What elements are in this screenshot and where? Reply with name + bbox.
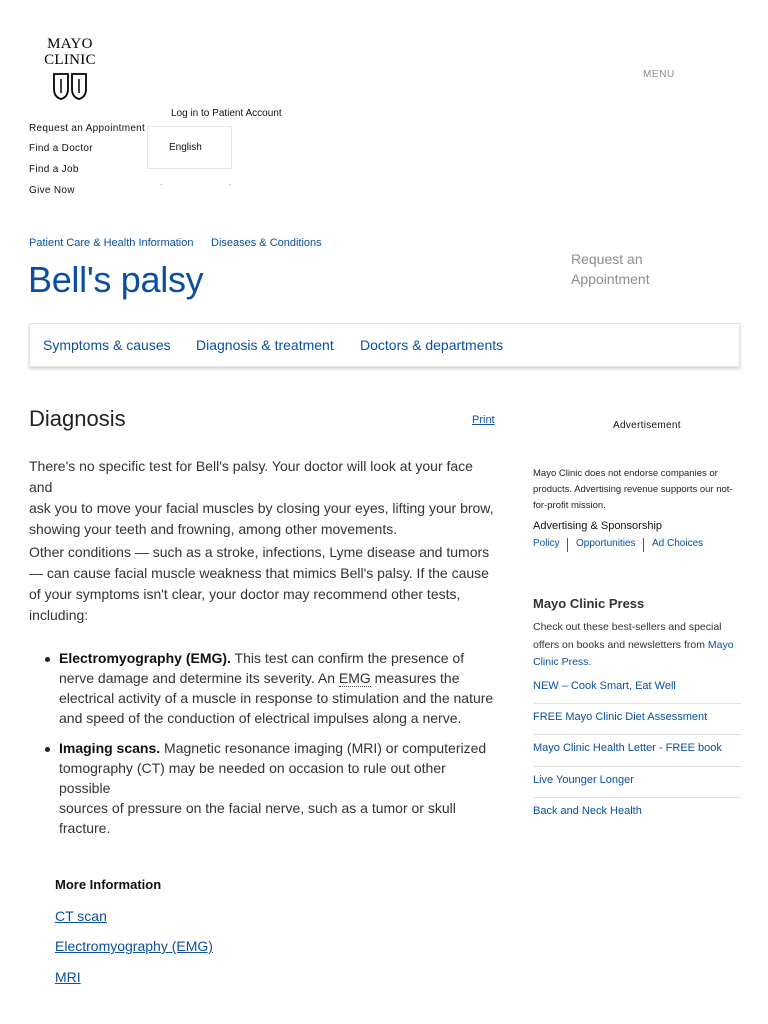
text-line: products. Advertising revenue supports our not- xyxy=(533,484,733,495)
paragraph-intro xyxy=(29,456,497,540)
text-line: Check out these best-sellers and special xyxy=(533,621,722,633)
advertisement-label: Advertisement xyxy=(613,420,681,431)
request-appointment-link[interactable]: Request an Appointment xyxy=(29,123,146,134)
give-now-link[interactable]: Give Now xyxy=(29,185,75,196)
ad-sponsorship-label: Advertising & Sponsorship xyxy=(533,520,663,532)
press-link-cook-smart[interactable]: NEW – Cook Smart, Eat Well xyxy=(533,680,676,692)
page-title: Bell's palsy xyxy=(28,259,204,300)
divider xyxy=(533,797,741,798)
print-link[interactable]: Print xyxy=(472,414,495,426)
term-emg: Electromyography (EMG). xyxy=(59,650,231,666)
menu-button[interactable]: MENU xyxy=(643,69,675,80)
more-information-heading: More Information xyxy=(55,877,162,892)
divider xyxy=(160,184,162,185)
ad-opportunities-link[interactable]: Opportunities xyxy=(576,538,636,549)
tab-symptoms-causes[interactable]: Symptoms & causes xyxy=(43,337,171,353)
divider xyxy=(229,184,231,185)
abbr-emg[interactable]: EMG xyxy=(338,670,371,686)
request-appointment-line2: Appointment xyxy=(571,271,650,287)
divider xyxy=(643,538,644,552)
text-line: fracture. xyxy=(59,820,111,836)
text-line: sources of pressure on the facial nerve, such as a tumor or skull xyxy=(59,800,456,816)
mayo-clinic-press-heading: Mayo Clinic Press xyxy=(533,596,645,611)
text-segment: This test can confirm the presence of xyxy=(230,650,465,666)
text-line: ask you to move your facial muscles by closing your eyes, lifting your brow, xyxy=(29,500,494,516)
text-line: of your symptoms isn't clear, your doctor may recommend other tests, xyxy=(29,586,461,602)
shield-logo-icon xyxy=(50,71,90,101)
text-line: Other conditions — such as a stroke, infections, Lyme disease and tumors xyxy=(29,544,490,560)
content-tabs xyxy=(29,323,740,367)
text-line: Mayo Clinic does not endorse companies or xyxy=(533,468,718,479)
language-label: English xyxy=(169,142,202,153)
link-mri[interactable]: MRI xyxy=(55,969,81,985)
mayo-clinic-press-link-cont[interactable]: Clinic Press. xyxy=(533,656,592,668)
find-job-link[interactable]: Find a Job xyxy=(29,164,79,175)
divider xyxy=(533,703,741,704)
press-link-live-younger[interactable]: Live Younger Longer xyxy=(533,774,634,786)
list-item-emg xyxy=(59,648,499,728)
text-line: for-profit mission. xyxy=(533,500,606,511)
logo-word-mayo: MAYO xyxy=(47,36,93,52)
term-imaging: Imaging scans. xyxy=(59,740,161,756)
text-line: and speed of the conduction of electrical impulses along a nerve. xyxy=(59,710,462,726)
text-segment: measures the xyxy=(370,670,460,686)
find-doctor-link[interactable]: Find a Doctor xyxy=(29,143,93,154)
text-line: — can cause facial muscle weakness that mimics Bell's palsy. If the cause xyxy=(29,565,489,581)
press-description xyxy=(533,619,768,672)
mayo-clinic-press-link[interactable]: Mayo xyxy=(707,638,734,651)
paragraph-other-conditions xyxy=(29,542,497,626)
text-line: showing your teeth and frowning, among other movements. xyxy=(29,521,398,537)
mayo-clinic-logo[interactable] xyxy=(38,36,102,101)
divider xyxy=(533,766,741,767)
text-segment: offers on books and newsletters from xyxy=(533,638,708,651)
text-segment: Magnetic resonance imaging (MRI) or computerized xyxy=(160,740,487,756)
link-electromyography[interactable]: Electromyography (EMG) xyxy=(55,938,213,954)
press-link-back-neck[interactable]: Back and Neck Health xyxy=(533,805,642,817)
breadcrumb-diseases-conditions[interactable]: Diseases & Conditions xyxy=(211,237,322,249)
link-ct-scan[interactable]: CT scan xyxy=(55,908,107,924)
text-line: including: xyxy=(29,607,89,623)
request-appointment-button[interactable] xyxy=(571,249,691,289)
section-heading: Diagnosis xyxy=(29,406,126,431)
bullet-icon xyxy=(45,747,50,752)
ad-policy-link[interactable]: Policy xyxy=(533,538,560,549)
ad-disclaimer xyxy=(533,466,768,514)
ad-choices-link[interactable]: Ad Choices xyxy=(652,538,704,549)
press-link-diet-assessment[interactable]: FREE Mayo Clinic Diet Assessment xyxy=(533,711,708,723)
text-line: tomography (CT) may be needed on occasion to rule out other possible xyxy=(59,760,446,796)
breadcrumb-patient-care[interactable]: Patient Care & Health Information xyxy=(29,237,194,249)
tab-diagnosis-treatment[interactable]: Diagnosis & treatment xyxy=(196,337,334,353)
request-appointment-line1: Request an xyxy=(571,251,643,267)
bullet-icon xyxy=(45,657,50,662)
list-item-imaging xyxy=(59,738,499,838)
text-line: electrical activity of a muscle in response to stimulation and the nature xyxy=(59,690,494,706)
logo-word-clinic: CLINIC xyxy=(44,52,96,68)
text-line: There's no specific test for Bell's palsy. Your doctor will look at your face and xyxy=(29,458,473,495)
divider xyxy=(567,538,568,552)
patient-login-link[interactable]: Log in to Patient Account xyxy=(171,108,282,119)
press-link-health-letter[interactable]: Mayo Clinic Health Letter - FREE book xyxy=(533,742,722,754)
text-segment: nerve damage and determine its severity. An xyxy=(59,670,339,686)
tab-doctors-departments[interactable]: Doctors & departments xyxy=(360,337,504,353)
divider xyxy=(533,734,741,735)
